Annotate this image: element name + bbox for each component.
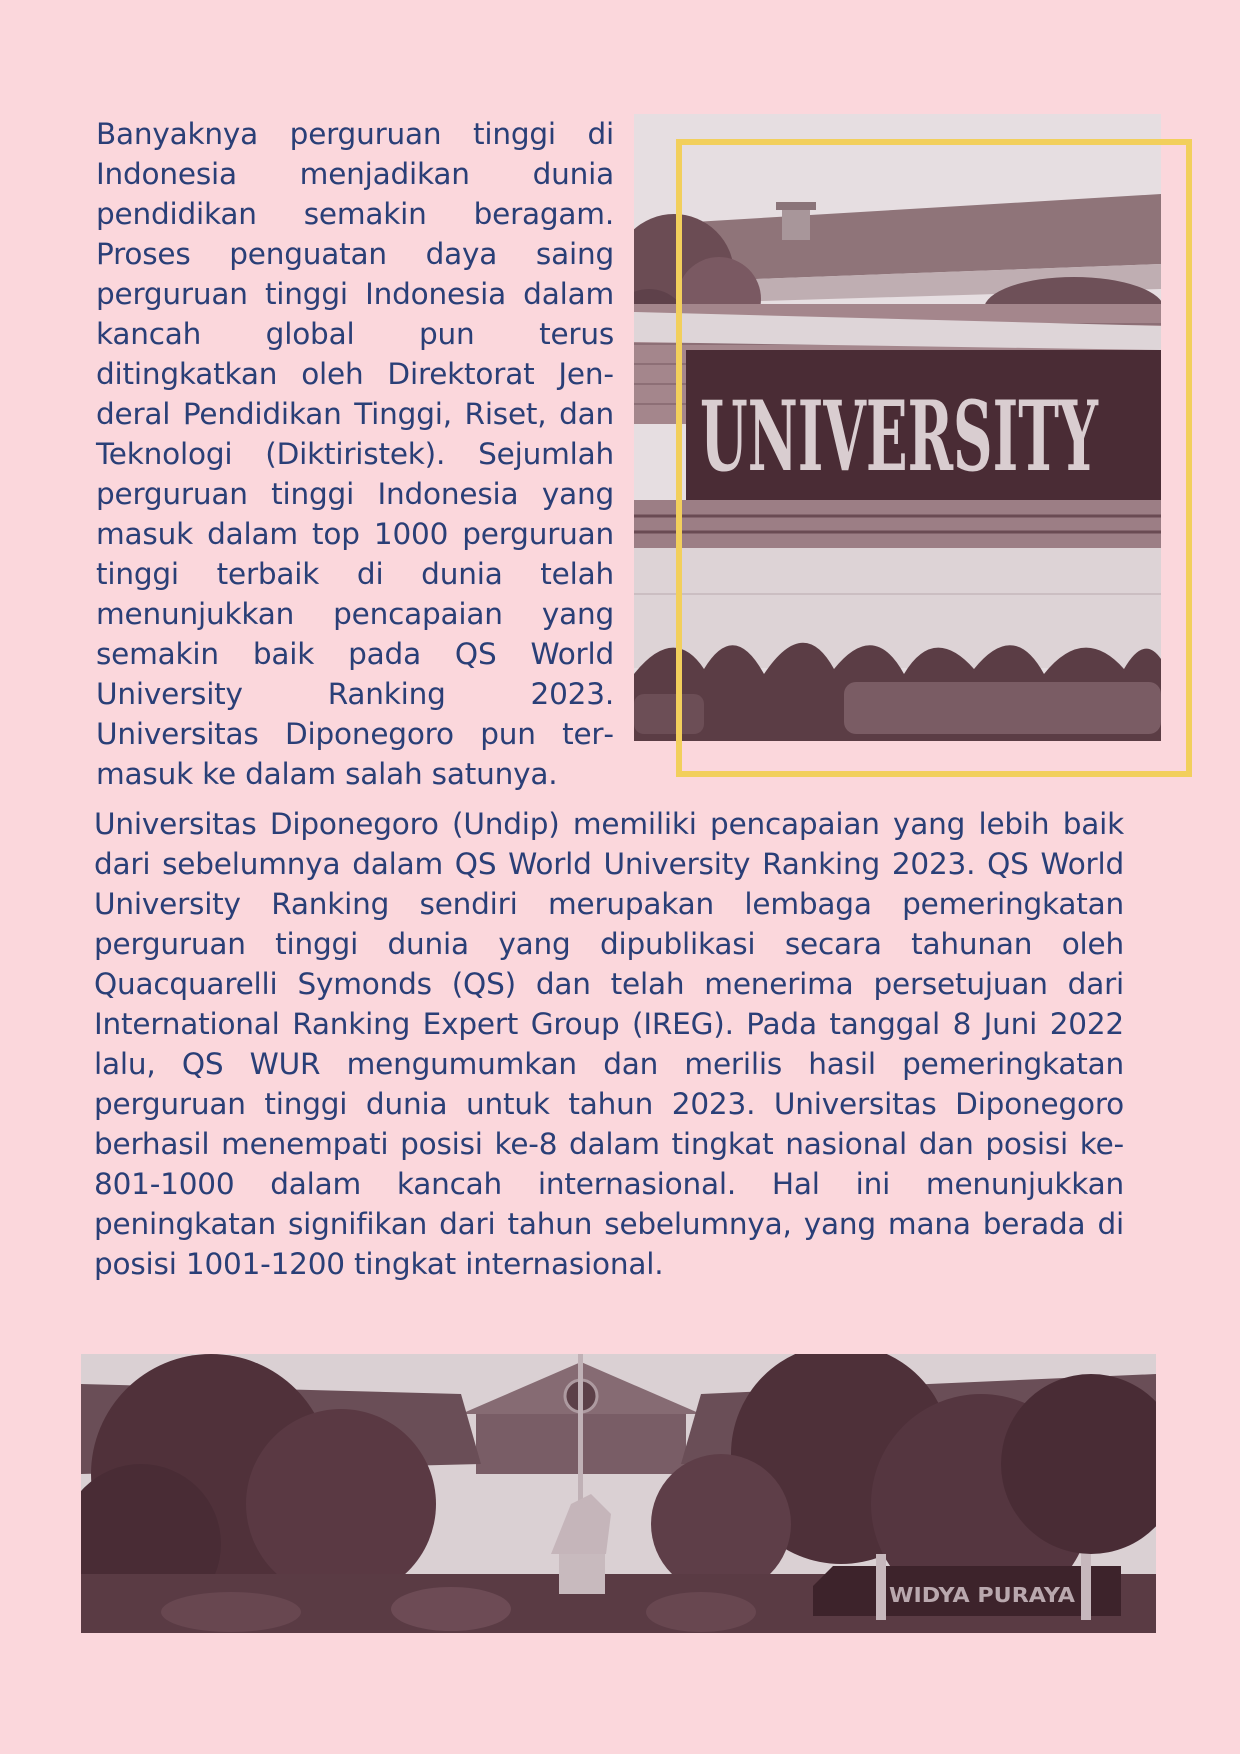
main-paragraph: Universitas Diponegoro (Undip) memiliki pencapaian yang lebih baik dari sebelumnya dalam QS World University Ranking 2023. QS World University Ranking sendiri merupakan lembaga pemeringkatan perguruan tinggi dunia yang dipublikasi secara tahunan oleh Quacquarelli Symonds (QS) dan telah menerima persetujuan dari International Ranking Expert Group (IREG). Pada tanggal 8 Juni 2022 lalu, QS WUR mengumumkan dan merilis hasil pemeringkatan perguruan tinggi dunia untuk tahun 2023. Universitas Diponegoro berhasil menempati posisi ke-8 dalam tingkat nasional dan posisi ke-801-1000 dalam kancah internasional. Hal ini menunjukkan peningkatan signifikan dari tahun sebelumnya, yang mana berada di posisi 1001-1200 tingkat internasional.	[94, 807, 1124, 1281]
university-sign-text: UNIVERSITY	[700, 380, 1099, 493]
university-sign-photo	[634, 114, 1161, 741]
intro-paragraph: Banyaknya perguruan tinggi di Indonesia menjadikan dunia pendidikan semakin beragam. Proses penguatan daya saing perguruan tinggi Indonesia dalam kancah global pun terus ditingkatkan oleh Direktorat Jenderal Pendidikan Tinggi, Riset, dan Teknologi (Diktiristek). Sejumlah perguruan tinggi Indonesia yang masuk dalam top 1000 perguruan tinggi terbaik di dunia telah menunjukkan pencapaian yang semakin baik pada QS World University Ranking 2023. Universitas Diponegoro pun termasuk ke dalam salah satunya.	[96, 117, 614, 791]
campus-building-photo	[81, 1354, 1156, 1633]
campus-sign-text: WIDYA PURAYA	[889, 1583, 1076, 1607]
